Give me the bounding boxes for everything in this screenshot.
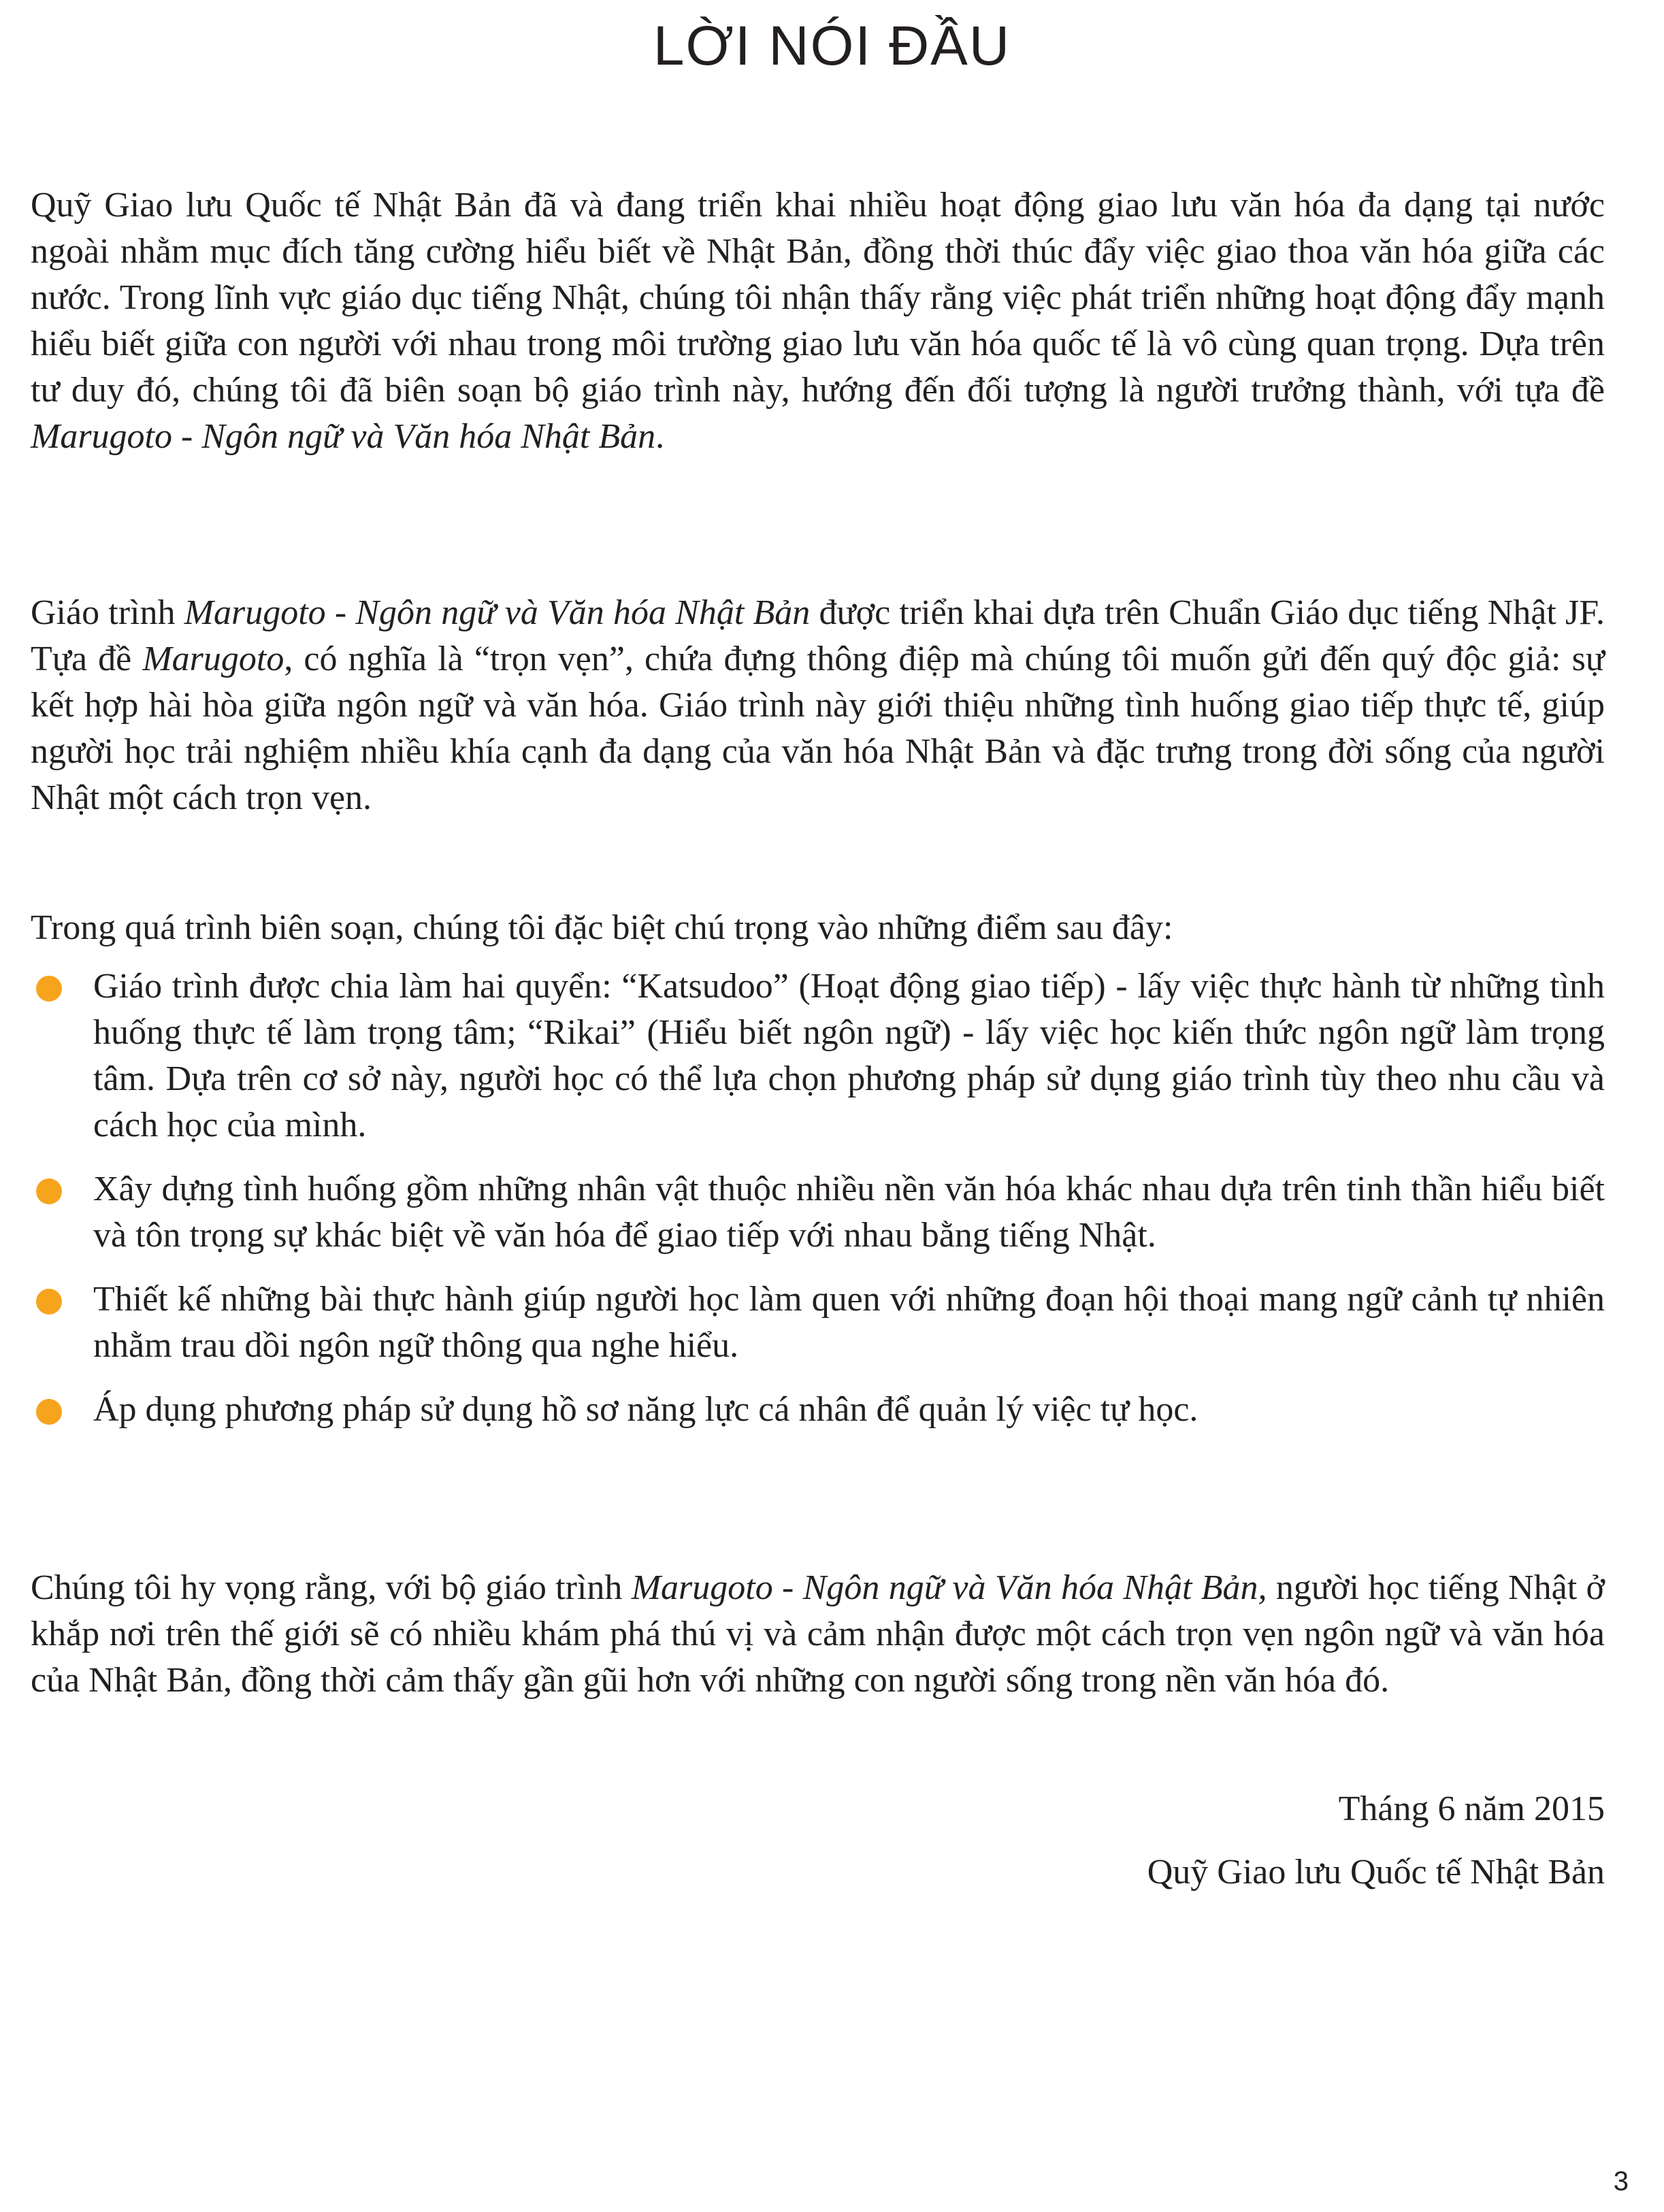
paragraph-end: . (655, 417, 665, 456)
list-item (31, 1276, 1605, 1369)
list-item (31, 1166, 1605, 1259)
signature-line: Quỹ Giao lưu Quốc tế Nhật Bản (1147, 1853, 1605, 1892)
paragraph-text: người học tiếng Nhật ở khắp nơi trên thế giới sẽ có nhiều khám phá thú vị và cảm nhận được một cách trọn vẹn ngôn ngữ và văn hóa của Nhật Bản, đồng thời cảm thấy gần gũi hơn với những con người sống trong nền văn hóa đó. (31, 1568, 1605, 1700)
page-number: 3 (1613, 2166, 1629, 2196)
list-item-text: Xây dựng tình huống gồm những nhân vật thuộc nhiều nền văn hóa khác nhau dựa trên tinh thần hiểu biết và tôn trọng sự khác biệt về văn hóa để giao tiếp với nhau bằng tiếng Nhật. (93, 1170, 1605, 1255)
bullet-intro: Trong quá trình biên soạn, chúng tôi đặc biệt chú trọng vào những điểm sau đây: (31, 908, 1173, 947)
paragraph-text: Quỹ Giao lưu Quốc tế Nhật Bản đã và đang triển khai nhiều hoạt động giao lưu văn hóa đa dạng tại nước ngoài nhằm mục đích tăng cường hiểu biết về Nhật Bản, đồng thời thúc đẩy việc giao thoa văn hóa giữa các nước. Trong lĩnh vực giáo dục tiếng Nhật, chúng tôi nhận thấy rằng việc phát triển những hoạt động đẩy mạnh hiểu biết giữa con người với nhau trong môi trường giao lưu văn hóa quốc tế là vô cùng quan trọng. Dựa trên tư duy đó, chúng tôi đã biên soạn bộ giáo trình này, hướng đến đối tượng là người trưởng thành, với tựa đề (31, 186, 1605, 410)
key-points-list (31, 963, 1605, 1451)
book-title-italic: Marugoto - Ngôn ngữ và Văn hóa Nhật Bản (31, 417, 656, 456)
bullet-dot-icon (36, 1399, 62, 1425)
book-title-italic: Marugoto (142, 640, 284, 678)
paragraph-text: , có nghĩa là “trọn vẹn”, chứa đựng thông điệp mà chúng tôi muốn gửi đến quý độc giả: sự kết hợp hài hòa giữa ngôn ngữ và văn hóa. Giáo trình này giới thiệu những tình huống giao tiếp thực tế, giúp người học trải nghiệm nhiều khía cạnh đa dạng của văn hóa Nhật Bản và đặc trưng trong đời sống của người Nhật một cách trọn vẹn. (31, 640, 1605, 817)
list-item-text: Thiết kế những bài thực hành giúp người học làm quen với những đoạn hội thoại mang ngữ cảnh tự nhiên nhằm trau dồi ngôn ngữ thông qua nghe hiểu. (93, 1280, 1605, 1365)
closing-paragraph (31, 1565, 1605, 1704)
bullet-dot-icon (36, 976, 62, 1002)
page-title: LỜI NÓI ĐẦU (653, 15, 1011, 77)
intro-paragraph-2 (31, 590, 1605, 821)
paragraph-text: Giáo trình (31, 593, 184, 632)
list-item-text: Giáo trình được chia làm hai quyển: “Katsudoo” (Hoạt động giao tiếp) - lấy việc thực hành từ những tình huống thực tế làm trọng tâm; “Rikai” (Hiểu biết ngôn ngữ) - lấy việc học kiến thức ngôn ngữ làm trọng tâm. Dựa trên cơ sở này, người học có thể lựa chọn phương pháp sử dụng giáo trình tùy theo nhu cầu và cách học của mình. (93, 967, 1605, 1144)
paragraph-text: được triển khai dựa trên Chuẩn Giáo dục tiếng Nhật JF. Tựa đề (31, 593, 1605, 678)
bullet-dot-icon (36, 1289, 62, 1315)
book-title-italic: Marugoto - Ngôn ngữ và Văn hóa Nhật Bản, (631, 1568, 1267, 1607)
list-item-text: Áp dụng phương pháp sử dụng hồ sơ năng lực cá nhân để quản lý việc tự học. (93, 1390, 1198, 1429)
bullet-dot-icon (36, 1178, 62, 1204)
list-item (31, 1387, 1605, 1433)
paragraph-text: Chúng tôi hy vọng rằng, với bộ giáo trình (31, 1568, 632, 1607)
date-line: Tháng 6 năm 2015 (1338, 1789, 1605, 1828)
list-item (31, 963, 1605, 1149)
intro-paragraph-1 (31, 182, 1605, 460)
book-title-italic: Marugoto - Ngôn ngữ và Văn hóa Nhật Bản (184, 593, 811, 632)
